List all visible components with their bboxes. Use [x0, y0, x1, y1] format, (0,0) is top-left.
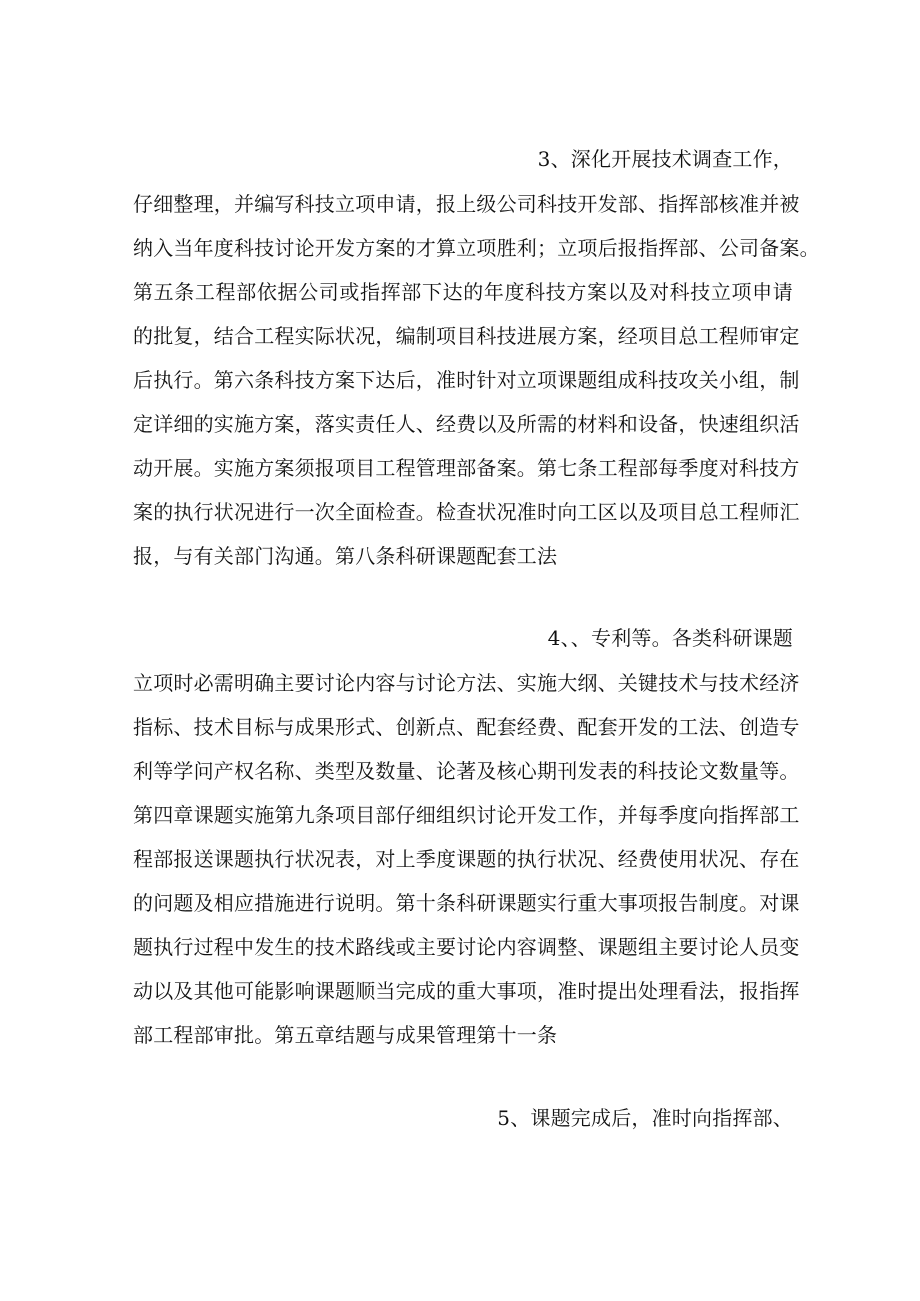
paragraph-line: 动开展。实施方案须报项目工程管理部备案。第七条工程部每季度对科技方: [133, 456, 800, 480]
section-heading-5: 5、课题完成后，准时向指挥部、: [497, 1106, 793, 1130]
paragraph-line: 纳入当年度科技讨论开发方案的才算立项胜利；立项后报指挥部、公司备案。: [133, 236, 820, 260]
paragraph-line: 的问题及相应措施进行说明。第十条科研课题实行重大事项报告制度。对课: [133, 891, 800, 915]
section-heading-3: 3、深化开展技术调查工作，: [537, 147, 793, 171]
paragraph-line: 程部报送课题执行状况表，对上季度课题的执行状况、经费使用状况、存在: [133, 847, 800, 871]
paragraph-line: 动以及其他可能影响课题顺当完成的重大事项，准时提出处理看法，报指挥: [133, 979, 800, 1003]
paragraph-line: 后执行。第六条科技方案下达后，准时针对立项课题组成科技攻关小组，制: [133, 368, 800, 392]
paragraph-line: 第五条工程部依据公司或指挥部下达的年度科技方案以及对科技立项申请: [133, 280, 793, 304]
paragraph-line: 的批复，结合工程实际状况，编制项目科技进展方案，经项目总工程师审定: [133, 324, 800, 348]
paragraph-line: 利等学问产权名称、类型及数量、论著及核心期刊发表的科技论文数量等。: [133, 759, 800, 783]
section-heading-4: 4、、专利等。各类科研课题: [547, 626, 793, 650]
paragraph-line: 部工程部审批。第五章结题与成果管理第十一条: [133, 1023, 558, 1047]
paragraph-line: 案的执行状况进行一次全面检查。检查状况准时向工区以及项目总工程师汇: [133, 500, 800, 524]
paragraph-line: 立项时必需明确主要讨论内容与讨论方法、实施大纲、关键技术与技术经济: [133, 671, 800, 695]
paragraph-line: 题执行过程中发生的技术路线或主要讨论内容调整、课题组主要讨论人员变: [133, 935, 800, 959]
paragraph-line: 报，与有关部门沟通。第八条科研课题配套工法: [133, 544, 558, 568]
paragraph-line: 定详细的实施方案，落实责任人、经费以及所需的材料和设备，快速组织活: [133, 412, 800, 436]
paragraph-line: 第四章课题实施第九条项目部仔细组织讨论开发工作，并每季度向指挥部工: [133, 803, 800, 827]
paragraph-line: 指标、技术目标与成果形式、创新点、配套经费、配套开发的工法、创造专: [133, 715, 800, 739]
paragraph-line: 仔细整理，并编写科技立项申请，报上级公司科技开发部、指挥部核准并被: [133, 192, 800, 216]
